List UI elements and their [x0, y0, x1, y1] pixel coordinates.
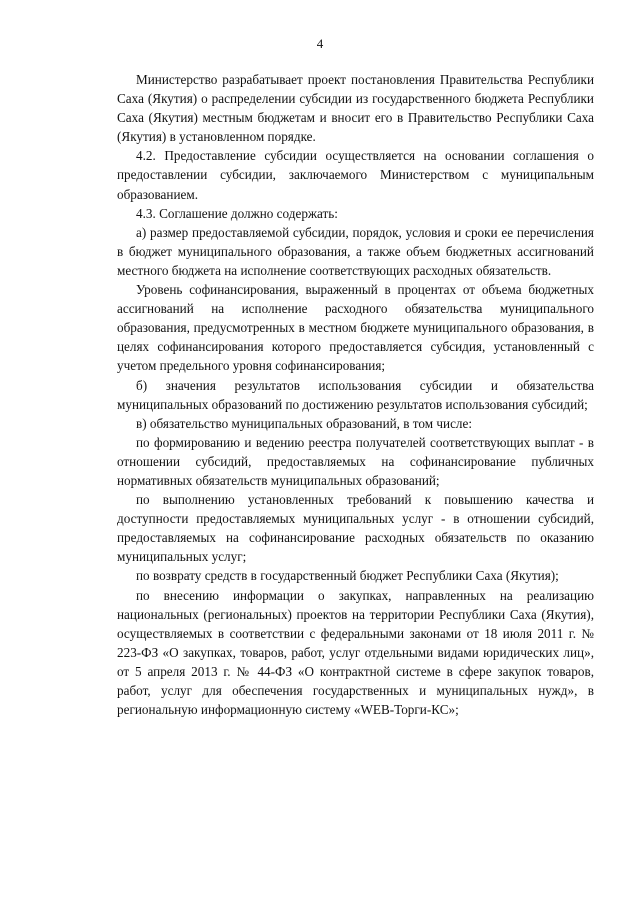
paragraph-4-3: 4.3. Соглашение должно содержать:: [136, 205, 338, 221]
paragraph-item-b: б) значения результатов использования субсидии и обязательства муниципальных образований по достижению результатов использования субсидий;: [117, 377, 594, 412]
paragraph-ministry-draft: Министерство разрабатывает проект постановления Правительства Республики Саха (Якутия) о распределении субсидии из государственного бюджета Республики Саха (Якутия) местным бюджетам и вносит его в Правительство Республики Саха (Якутия) в установленном порядке.: [117, 72, 594, 145]
paragraph-registry-obligation: по формированию и ведению реестра получателей соответствующих выплат - в отношении субсидий, предоставляемых на софинансирование публичных нормативных обязательств муниципальных образований;: [117, 434, 594, 488]
paragraph-item-a: а) размер предоставляемой субсидии, порядок, условия и сроки ее перечисления в бюджет муниципального образования, а также объем бюджетных ассигнований местного бюджета на исполнение соответствующих расходных обязательств.: [117, 224, 594, 278]
paragraph-service-quality-obligation: по выполнению установленных требований к повышению качества и доступности предоставляемых муниципальных услуг - в отношении субсидий, предоставляемых на софинансирование расходных обязательств по оказанию муниципальных услуг;: [117, 492, 594, 565]
paragraph-procurement-info-obligation: по внесению информации о закупках, направленных на реализацию национальных (региональных) проектов на территории Республики Саха (Якутия), осуществляемых в соответствии с федеральными законами от 18 июля 2011 г. № 223-ФЗ «О закупках, товаров, работ, услуг отдельными видами юридических лиц», от 5 апреля 2013 г. № 44-ФЗ «О контрактной системе в сфере закупок товаров, работ, услуг для обеспечения государственных и муниципальных нужд», в региональную информационную систему «WEB-Торги-КС»;: [117, 587, 594, 718]
paragraph-item-v: в) обязательство муниципальных образований, в том числе:: [136, 415, 473, 431]
paragraph-cofinancing-level: Уровень софинансирования, выраженный в процентах от объема бюджетных ассигнований на исполнение расходного обязательства муниципального образования, предусмотренных в местном бюджете муниципального образования, в целях софинансирования которого предоставляется субсидия, установленный с учетом предельного уровня софинансирования;: [117, 282, 594, 374]
page-number: 4: [316, 36, 324, 51]
paragraph-refund-obligation: по возврату средств в государственный бюджет Республики Саха (Якутия);: [136, 568, 559, 584]
paragraph-4-2: 4.2. Предоставление субсидии осуществляется на основании соглашения о предоставлении субсидии, заключаемого Министерством с муниципальным образованием.: [117, 148, 594, 202]
document-body: [117, 70, 594, 719]
